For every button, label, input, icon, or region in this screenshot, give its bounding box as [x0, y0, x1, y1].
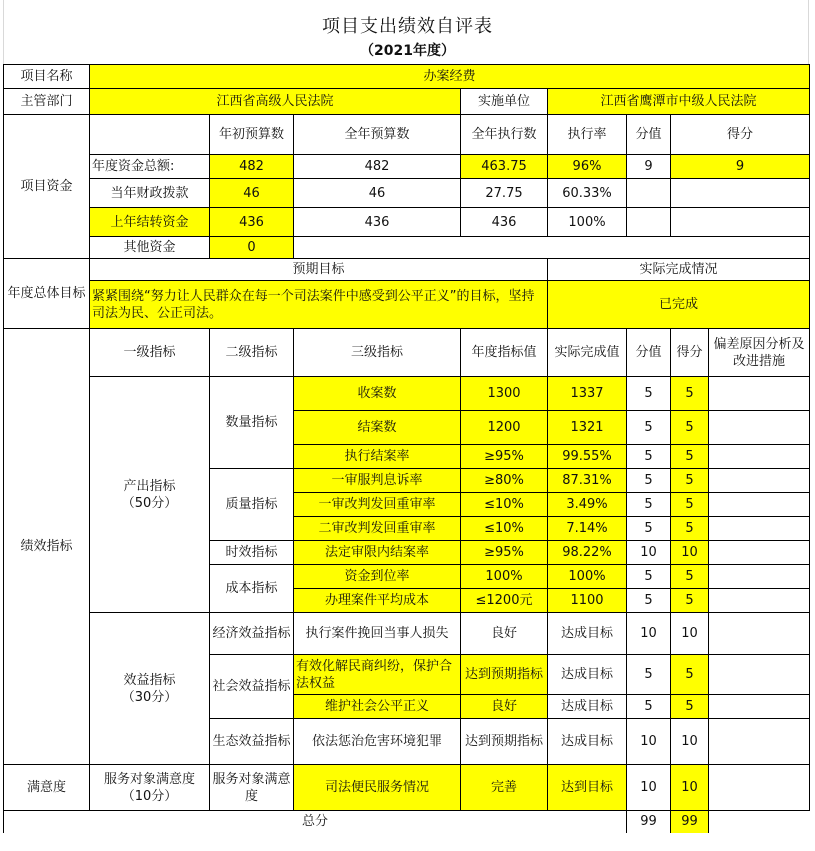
time-level2-label: 时效指标 [210, 541, 294, 565]
funds-cell-score[interactable] [671, 179, 810, 208]
goals-actual-text[interactable]: 已完成 [548, 281, 810, 329]
indicator-target[interactable]: ≥95% [461, 541, 548, 565]
funds-cell-executed[interactable]: 463.75 [461, 155, 548, 179]
indicator-row [4, 613, 810, 655]
indicator-score-value[interactable]: 5 [627, 493, 671, 517]
funds-cell-score-value[interactable] [627, 208, 671, 237]
project-name-label: 项目名称 [4, 65, 90, 89]
indicator-analysis[interactable] [709, 589, 810, 613]
funds-cell-score-value[interactable] [627, 179, 671, 208]
indicator-target[interactable]: 100% [461, 565, 548, 589]
sheet-gridline [3, 0, 4, 64]
social-level2-label: 社会效益指标 [210, 655, 294, 719]
funds-cell-rate[interactable]: 100% [548, 208, 627, 237]
dept-label: 主管部门 [4, 89, 90, 115]
indicator-analysis[interactable] [709, 655, 810, 695]
indicator-score[interactable]: 10 [671, 613, 709, 655]
indicator-score-value[interactable]: 5 [627, 517, 671, 541]
indicator-actual[interactable]: 达成目标 [548, 655, 627, 695]
indicator-actual[interactable]: 98.22% [548, 541, 627, 565]
funds-header-rate: 执行率 [548, 115, 627, 155]
total-label: 总分 [4, 811, 627, 833]
funds-row-label: 其他资金 [90, 237, 210, 259]
indicator-score-value[interactable]: 5 [627, 445, 671, 469]
indicator-actual[interactable]: 1100 [548, 589, 627, 613]
indicator-name[interactable]: 执行结案率 [294, 445, 461, 469]
indicator-target[interactable]: 良好 [461, 613, 548, 655]
indicator-score-value[interactable]: 10 [627, 613, 671, 655]
funds-header-annual: 全年预算数 [294, 115, 461, 155]
funds-cell-initial[interactable]: 0 [210, 237, 294, 259]
project-name-value[interactable]: 办案经费 [90, 65, 810, 89]
funds-cell-score-value[interactable]: 9 [627, 155, 671, 179]
benefit-level1-label: 效益指标 （30分） [90, 613, 210, 765]
ind-header-score-value: 分值 [627, 329, 671, 377]
funds-header-initial: 年初预算数 [210, 115, 294, 155]
satisfaction-name[interactable]: 司法便民服务情况 [294, 765, 461, 811]
funds-header-executed: 全年执行数 [461, 115, 548, 155]
satisfaction-target[interactable]: 完善 [461, 765, 548, 811]
indicator-row [4, 377, 810, 411]
indicator-actual[interactable]: 1337 [548, 377, 627, 411]
funds-row-fiscal [4, 179, 810, 208]
eco-level2-label: 生态效益指标 [210, 719, 294, 765]
funds-row-other [4, 237, 810, 259]
indicator-name[interactable]: 一审服判息诉率 [294, 469, 461, 493]
indicator-name[interactable]: 法定审限内结案率 [294, 541, 461, 565]
funds-cell-annual[interactable]: 46 [294, 179, 461, 208]
indicator-score[interactable]: 10 [671, 541, 709, 565]
goals-expected-text[interactable]: 紧紧围绕“努力让人民群众在每一个司法案件中感受到公平正义”的目标，坚持司法为民、公正司法。 [90, 281, 548, 329]
quality-level2-label: 质量指标 [210, 469, 294, 541]
total-row [4, 811, 810, 833]
indicator-actual[interactable]: 达成目标 [548, 719, 627, 765]
indicator-target[interactable]: 达到预期指标 [461, 655, 548, 695]
funds-row-label: 当年财政拨款 [90, 179, 210, 208]
indicator-analysis[interactable] [709, 411, 810, 445]
page-title: 项目支出绩效自评表 [322, 16, 493, 37]
indicator-analysis[interactable] [709, 565, 810, 589]
indicator-actual[interactable]: 3.49% [548, 493, 627, 517]
goals-actual-header: 实际完成情况 [548, 259, 810, 281]
funds-header-blank [90, 115, 210, 155]
indicator-score-value[interactable]: 10 [627, 541, 671, 565]
ind-header-analysis: 偏差原因分析及改进措施 [709, 329, 810, 377]
indicator-score[interactable]: 5 [671, 655, 709, 695]
funds-cell-rate[interactable]: 96% [548, 155, 627, 179]
indicator-target[interactable]: ≤1200元 [461, 589, 548, 613]
sheet-gridline [808, 0, 809, 64]
satisfaction-level1-label: 服务对象满意度 （10分） [90, 765, 210, 811]
cost-level2-label: 成本指标 [210, 565, 294, 613]
total-analysis [709, 811, 810, 833]
funds-header-score: 得分 [671, 115, 810, 155]
funds-header-score-value: 分值 [627, 115, 671, 155]
indicator-actual[interactable]: 1321 [548, 411, 627, 445]
indicators-section-label: 绩效指标 [4, 329, 90, 765]
funds-cell-initial[interactable]: 482 [210, 155, 294, 179]
indicator-analysis[interactable] [709, 517, 810, 541]
ind-header-level3: 三级指标 [294, 329, 461, 377]
indicator-analysis[interactable] [709, 377, 810, 411]
indicator-target[interactable]: 达到预期指标 [461, 719, 548, 765]
indicator-score[interactable]: 10 [671, 719, 709, 765]
indicator-target[interactable]: ≥80% [461, 469, 548, 493]
funds-cell-score[interactable]: 9 [671, 155, 810, 179]
indicator-target[interactable]: ≥95% [461, 445, 548, 469]
satisfaction-section-label: 满意度 [4, 765, 90, 811]
indicator-name[interactable]: 结案数 [294, 411, 461, 445]
indicator-score-value[interactable]: 5 [627, 589, 671, 613]
ind-header-level2: 二级指标 [210, 329, 294, 377]
indicator-score-value[interactable]: 10 [627, 719, 671, 765]
indicator-name[interactable]: 资金到位率 [294, 565, 461, 589]
funds-cell-executed[interactable]: 436 [461, 208, 548, 237]
indicator-target[interactable]: 1200 [461, 411, 548, 445]
indicator-target[interactable]: 1300 [461, 377, 548, 411]
satisfaction-score[interactable]: 10 [671, 765, 709, 811]
funds-row-label: 上年结转资金 [90, 208, 210, 237]
indicator-score[interactable]: 5 [671, 589, 709, 613]
indicator-score-value[interactable]: 5 [627, 695, 671, 719]
economic-level2-label: 经济效益指标 [210, 613, 294, 655]
satisfaction-level2-label: 服务对象满意度 [210, 765, 294, 811]
indicator-target[interactable]: 良好 [461, 695, 548, 719]
quantity-level2-label: 数量指标 [210, 377, 294, 469]
self-evaluation-table [3, 64, 810, 833]
total-score-value[interactable]: 99 [627, 811, 671, 833]
indicator-analysis[interactable] [709, 493, 810, 517]
funds-row-carryover [4, 208, 810, 237]
indicator-target[interactable]: ≤10% [461, 493, 548, 517]
total-score[interactable]: 99 [671, 811, 709, 833]
indicator-analysis[interactable] [709, 695, 810, 719]
funds-row-total [4, 155, 810, 179]
indicator-score[interactable]: 5 [671, 493, 709, 517]
satisfaction-score-value[interactable]: 10 [627, 765, 671, 811]
goals-section-label: 年度总体目标 [4, 259, 90, 329]
satisfaction-actual[interactable]: 达到目标 [548, 765, 627, 811]
unit-label: 实施单位 [461, 89, 548, 115]
indicator-target[interactable]: ≤10% [461, 517, 548, 541]
indicator-score[interactable]: 5 [671, 469, 709, 493]
indicator-analysis[interactable] [709, 469, 810, 493]
indicator-score-value[interactable]: 5 [627, 377, 671, 411]
indicator-score-value[interactable]: 5 [627, 469, 671, 493]
indicator-score-value[interactable]: 5 [627, 565, 671, 589]
indicator-name[interactable]: 执行案件挽回当事人损失 [294, 613, 461, 655]
funds-cell-score[interactable] [671, 208, 810, 237]
output-level1-label: 产出指标 （50分） [90, 377, 210, 613]
dept-value[interactable]: 江西省高级人民法院 [90, 89, 461, 115]
satisfaction-row [4, 765, 810, 811]
indicator-actual[interactable]: 100% [548, 565, 627, 589]
indicator-score[interactable]: 5 [671, 445, 709, 469]
funds-cell-empty [294, 237, 810, 259]
page-subtitle-year: （2021年度） [360, 43, 455, 59]
funds-cell-initial[interactable]: 46 [210, 179, 294, 208]
satisfaction-analysis[interactable] [709, 765, 810, 811]
indicator-actual[interactable]: 达成目标 [548, 695, 627, 719]
indicator-score[interactable]: 5 [671, 377, 709, 411]
indicator-name[interactable]: 维护社会公平正义 [294, 695, 461, 719]
unit-value[interactable]: 江西省鹰潭市中级人民法院 [548, 89, 810, 115]
ind-header-actual: 实际完成值 [548, 329, 627, 377]
ind-header-target: 年度指标值 [461, 329, 548, 377]
funds-cell-initial[interactable]: 436 [210, 208, 294, 237]
funds-row-label: 年度资金总额: [90, 155, 210, 179]
funds-cell-executed[interactable]: 27.75 [461, 179, 548, 208]
indicator-name[interactable]: 二审改判发回重审率 [294, 517, 461, 541]
funds-section-label: 项目资金 [4, 115, 90, 259]
indicator-actual[interactable]: 99.55% [548, 445, 627, 469]
ind-header-score: 得分 [671, 329, 709, 377]
indicator-score[interactable]: 5 [671, 565, 709, 589]
ind-header-level1: 一级指标 [90, 329, 210, 377]
indicator-name[interactable]: 办理案件平均成本 [294, 589, 461, 613]
indicator-actual[interactable]: 达成目标 [548, 613, 627, 655]
indicator-score[interactable]: 5 [671, 517, 709, 541]
indicator-actual[interactable]: 87.31% [548, 469, 627, 493]
indicator-analysis[interactable] [709, 541, 810, 565]
indicator-name[interactable]: 一审改判发回重审率 [294, 493, 461, 517]
indicator-score[interactable]: 5 [671, 695, 709, 719]
indicator-name[interactable]: 有效化解民商纠纷，保护合法权益 [294, 655, 461, 695]
indicator-name[interactable]: 依法惩治危害环境犯罪 [294, 719, 461, 765]
indicator-analysis[interactable] [709, 719, 810, 765]
funds-cell-rate[interactable]: 60.33% [548, 179, 627, 208]
indicator-actual[interactable]: 7.14% [548, 517, 627, 541]
indicator-score-value[interactable]: 5 [627, 411, 671, 445]
indicator-score[interactable]: 5 [671, 411, 709, 445]
indicator-score-value[interactable]: 5 [627, 655, 671, 695]
funds-cell-annual[interactable]: 436 [294, 208, 461, 237]
funds-cell-annual[interactable]: 482 [294, 155, 461, 179]
goals-expected-header: 预期目标 [90, 259, 548, 281]
indicator-name[interactable]: 收案数 [294, 377, 461, 411]
indicator-analysis[interactable] [709, 445, 810, 469]
indicator-analysis[interactable] [709, 613, 810, 655]
